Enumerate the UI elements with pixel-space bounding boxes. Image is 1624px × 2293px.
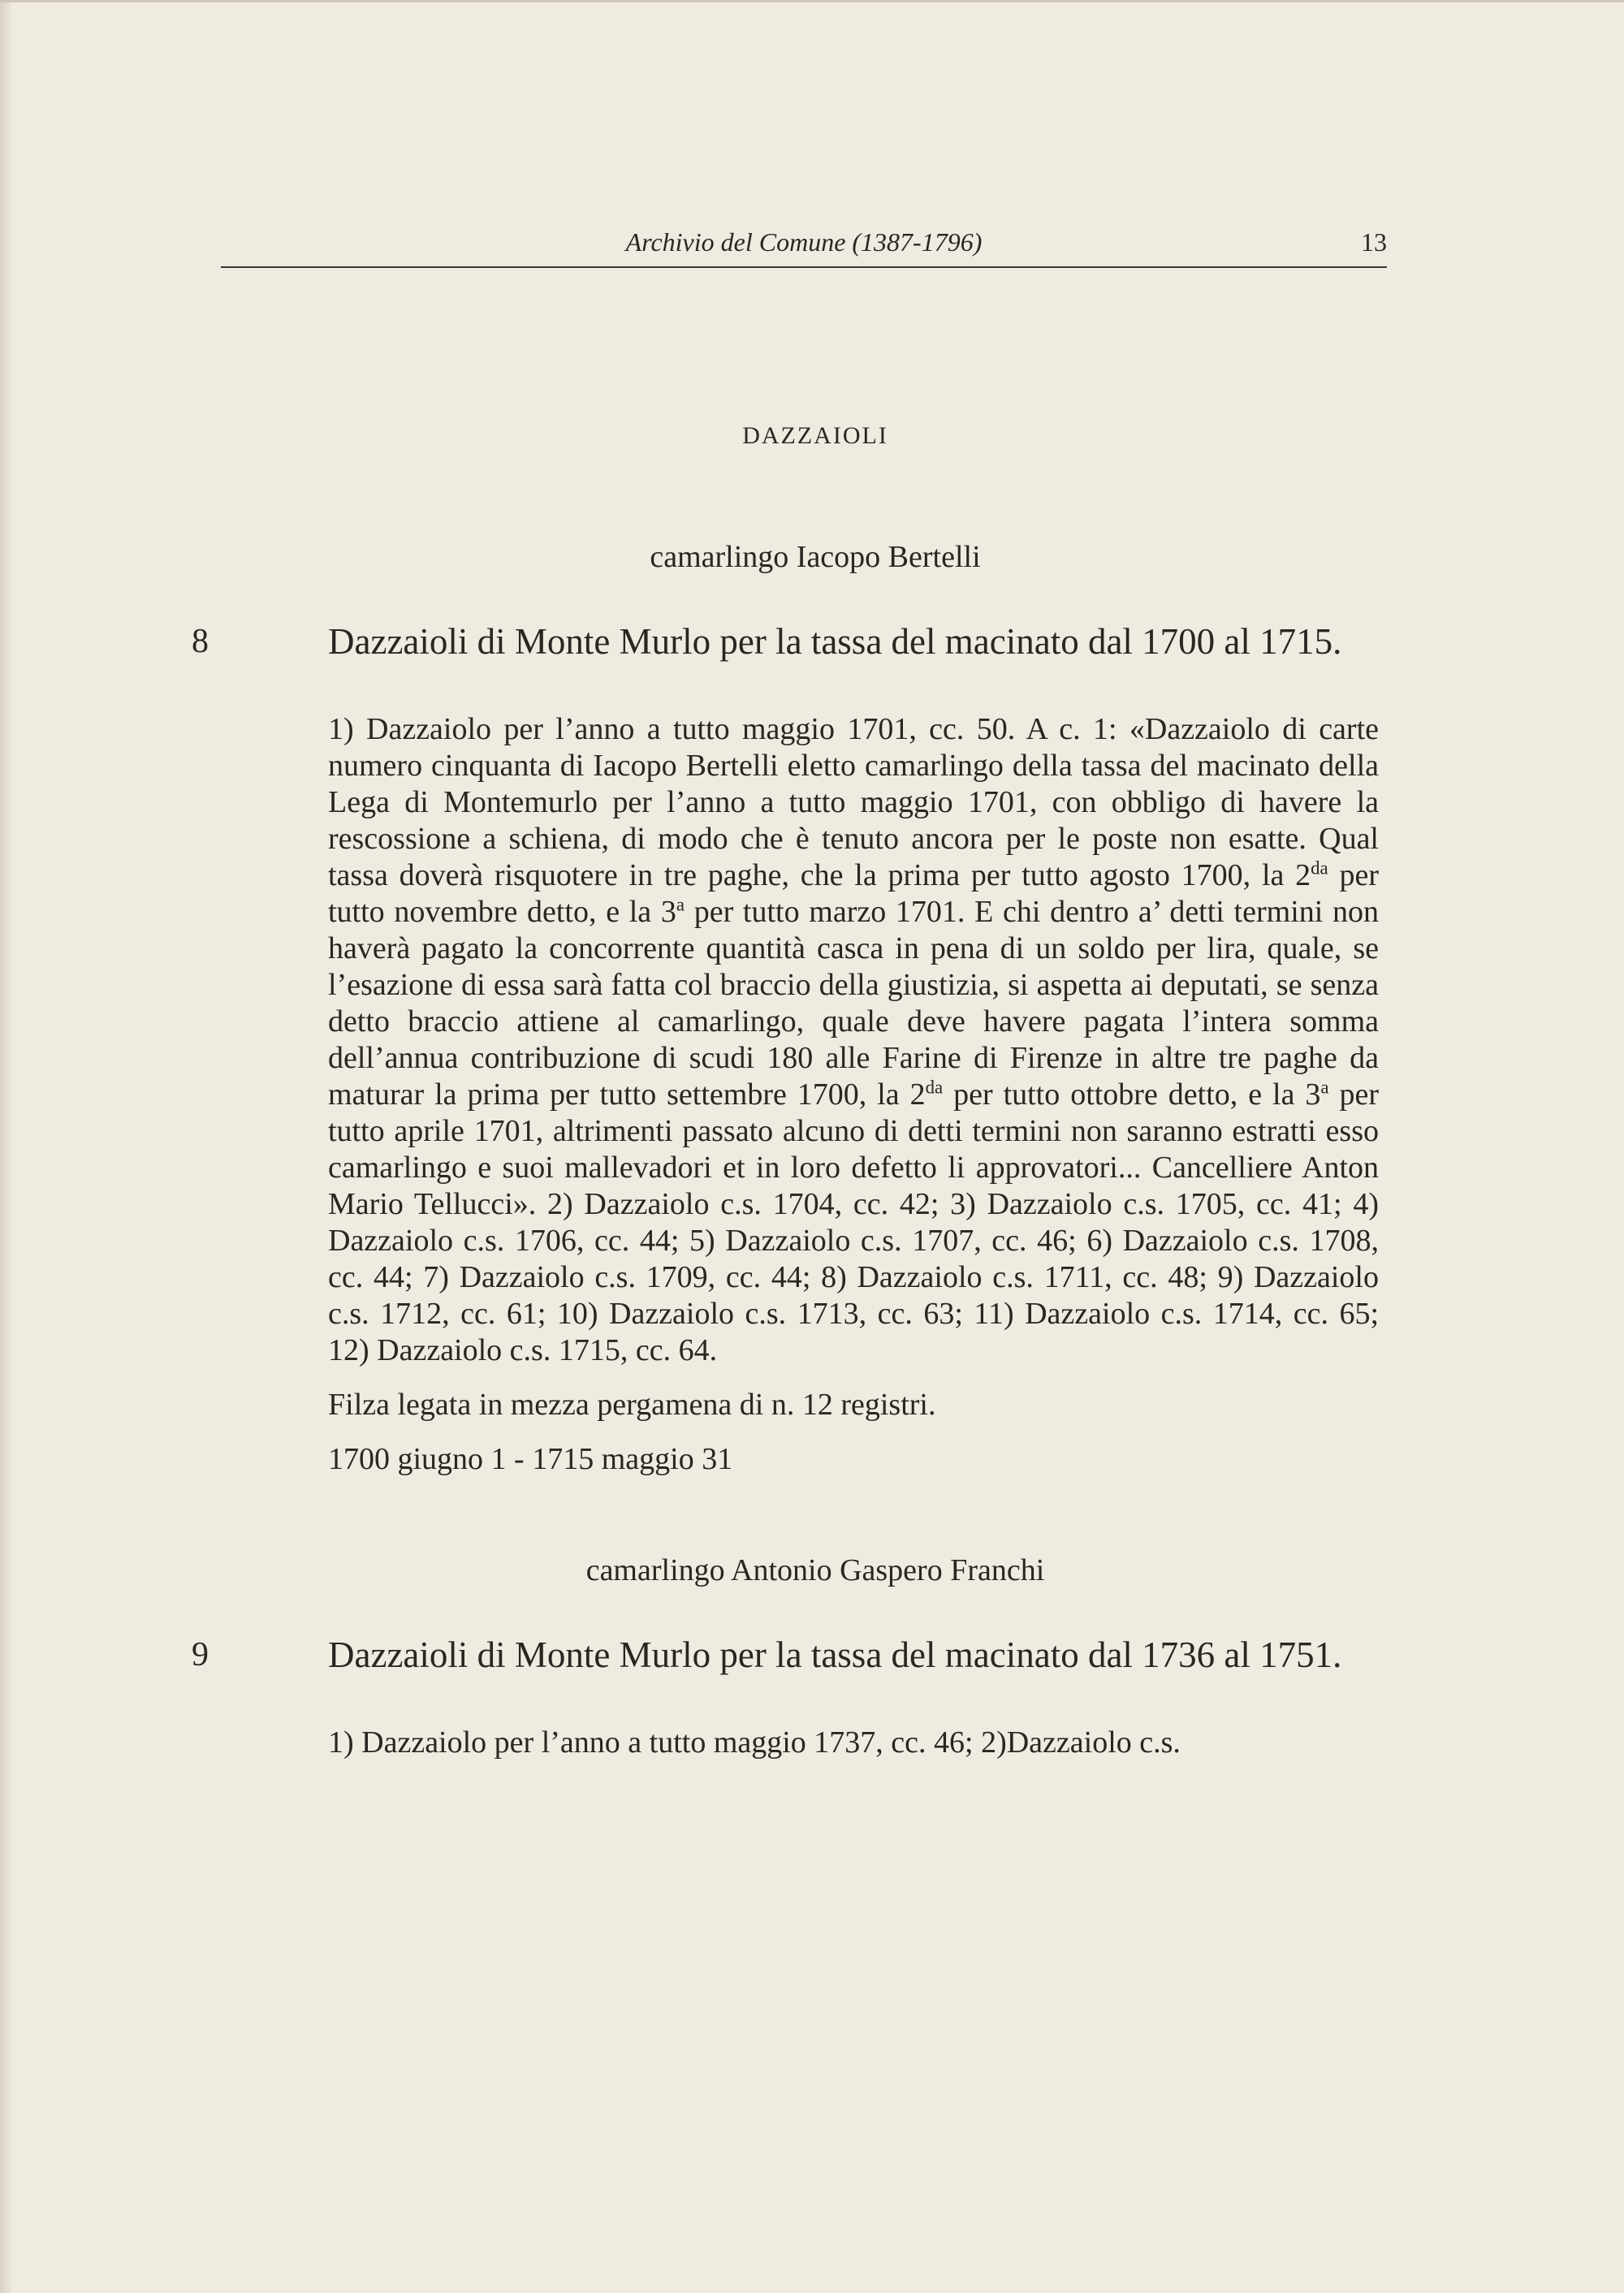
superscript: a xyxy=(1320,1077,1329,1098)
entry-description: 1) Dazzaiolo per l’anno a tutto maggio 1737, cc. 46; 2)Dazzaiolo c.s. xyxy=(328,1725,1181,1760)
desc-text: 1) Dazzaiolo per l’anno a tutto maggio 1701, cc. 50. A c. 1: «Dazzaiolo di carte numero cinquanta di Iacopo Bertelli eletto camarlingo della tassa del macinato della Lega di Montemurlo per l’anno a tutto maggio 1701, con obbligo di havere la rescossione a schiena, di modo che è tenuto ancora per le poste non esatte. Qual tassa doverà risquotere in tre paghe, che la prima per tutto agosto 1700, la 2 xyxy=(328,712,1379,892)
desc-text: per tutto aprile 1701, altrimenti passato alcuno di detti termini non saranno estratti esso camarlingo e suoi mallevadori et in loro defetto li approvatori... Cancelliere Anton Mario Tellucci». 2) Dazzaiolo c.s. 1704, cc. 42; 3) Dazzaiolo c.s. 1705, cc. 41; 4) Dazzaiolo c.s. 1706, cc. 44; 5) Dazzaiolo c.s. 1707, cc. 46; 6) Dazzaiolo c.s. 1708, cc. 44; 7) Dazzaiolo c.s. 1709, cc. 44; 8) Dazzaiolo c.s. 1711, cc. 48; 9) Dazzaiolo c.s. 1712, cc. 61; 10) Dazzaiolo c.s. 1713, cc. 63; 11) Dazzaiolo c.s. 1714, cc. 65; 12) Dazzaiolo c.s. 1715, cc. 64. xyxy=(328,1077,1379,1367)
entry-number: 9 xyxy=(192,1636,209,1673)
subheading: camarlingo Iacopo Bertelli xyxy=(650,540,981,574)
page-content xyxy=(192,422,1387,1779)
page-edge xyxy=(0,0,11,2293)
binding-note: Filza legata in mezza pergamena di n. 12 registri. xyxy=(328,1388,936,1422)
date-range: 1700 giugno 1 - 1715 maggio 31 xyxy=(328,1442,733,1476)
catalog-entry xyxy=(192,619,1387,664)
entry-title: Dazzaioli di Monte Murlo per la tassa del macinato dal 1700 al 1715. xyxy=(328,621,1342,662)
subheading: camarlingo Antonio Gaspero Franchi xyxy=(585,1553,1045,1587)
entry-title: Dazzaioli di Monte Murlo per la tassa del macinato dal 1736 al 1751. xyxy=(328,1634,1342,1675)
desc-text: per tutto marzo 1701. E chi dentro a’ detti termini non haverà pagato la concorrente quantità casca in pena di un soldo per lira, quale, se l’esazione di essa sarà fatta col braccio della giustizia, si aspetta ai deputati, se senza detto braccio attiene al camarlingo, quale deve havere pagata l’intera somma dell’annua contribuzione di scudi 180 alle Farine di Firenze in altre tre paghe da maturar la prima per tutto settembre 1700, la 2 xyxy=(328,895,1380,1112)
superscript: a xyxy=(676,894,685,915)
page-number: 13 xyxy=(1361,227,1387,257)
desc-text: per tutto ottobre detto, e la 3 xyxy=(943,1077,1321,1112)
entry-description xyxy=(328,711,1379,1369)
desc-text: per tutto novembre detto, e la 3 xyxy=(328,858,1379,929)
superscript: da xyxy=(925,1077,944,1098)
entry-number: 8 xyxy=(192,623,209,660)
running-title: Archivio del Comune (1387-1796) xyxy=(625,227,983,257)
catalog-entry xyxy=(192,1632,1387,1678)
section-title: DAZZAIOLI xyxy=(742,422,888,449)
running-head xyxy=(221,219,1387,268)
entry-body xyxy=(244,711,1387,1478)
top-rule xyxy=(0,0,1624,2)
superscript: da xyxy=(1311,857,1328,879)
entry-body xyxy=(244,1725,1387,1761)
